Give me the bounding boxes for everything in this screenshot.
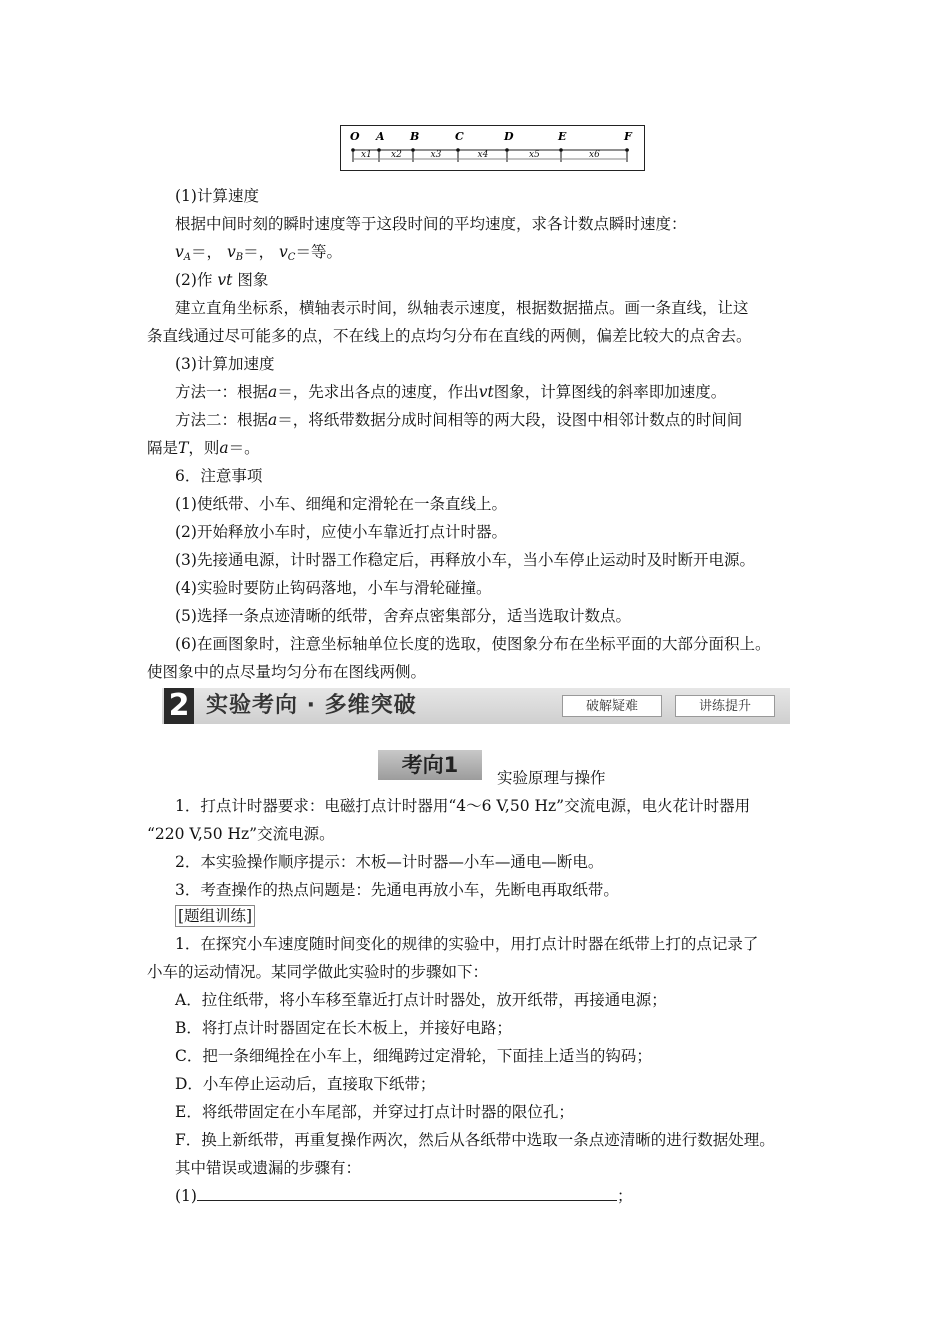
tape-segment-label: x4	[477, 150, 489, 160]
tape-point-label: D	[504, 130, 514, 143]
section-title: 实验考向 · 多维突破	[206, 693, 417, 718]
m1-var2: vt	[478, 383, 494, 401]
vt-graph-heading	[175, 270, 268, 290]
m2-var: a	[268, 411, 278, 429]
m2l2-var: T	[178, 439, 189, 457]
tape-point-label: O	[350, 130, 360, 143]
kaoxiang-label-box	[378, 750, 482, 780]
step-e: E．将纸带固定在小车尾部，并穿过打点计时器的限位孔；	[175, 1103, 574, 1121]
var-v: v	[279, 243, 288, 261]
accel-method-2	[175, 410, 742, 430]
step-d: D．小车停止运动后，直接取下纸带；	[175, 1075, 436, 1093]
tape-segment-label: x6	[589, 150, 600, 160]
notes-tail: 使图象中的点尽量均匀分布在图线两侧。	[147, 663, 427, 681]
vt-heading-post: 图象	[237, 271, 269, 289]
training-tag: [题组训练]	[175, 905, 255, 927]
calc-speed-text: 根据中间时刻的瞬时速度等于这段时间的平均速度，求各计数点瞬时速度：	[175, 215, 687, 233]
step-c: C．把一条细绳拴在小车上，细绳跨过定滑轮，下面挂上适当的钩码；	[175, 1047, 652, 1065]
answer-blank[interactable]	[197, 1186, 617, 1201]
note-item: (2)开始释放小车时，应使小车靠近打点计时器。	[175, 523, 507, 541]
answer-blank-row	[175, 1186, 632, 1206]
vt-heading-pre: (2)作	[175, 271, 213, 289]
tape-segment-label: x2	[391, 150, 402, 160]
notes-heading: 6．注意事项	[175, 467, 263, 485]
point-3: 3．考查操作的热点问题是：先通电再放小车，先断电再取纸带。	[175, 881, 619, 899]
var-v: v	[175, 243, 184, 261]
note-item: (5)选择一条点迹清晰的纸带，舍弃点密集部分，适当选取计数点。	[175, 607, 631, 625]
tape-point-label: E	[558, 130, 567, 143]
var-v: v	[226, 243, 236, 261]
calc-speed-formula	[175, 242, 342, 268]
m2l2-post: ＝。	[228, 439, 260, 457]
formula-sep: ＝，	[191, 243, 223, 261]
kaoxiang-label: 考向1	[401, 753, 459, 777]
question-1-line-1: 1．在探究小车速度随时间变化的规律的实验中，用打点计时器在纸带上打的点记录了	[175, 935, 759, 953]
vt-graph-text-1: 建立直角坐标系，横轴表示时间，纵轴表示速度，根据数据描点。画一条直线，让这	[175, 299, 749, 317]
m2l2-var2: a	[219, 439, 229, 457]
m2l2-mid: ，则	[188, 439, 220, 457]
vt-graph-text-2: 条直线通过尽可能多的点，不在线上的点均匀分布在直线的两侧，偏差比较大的点舍去。	[147, 327, 752, 345]
note-item: (4)实验时要防止钩码落地，小车与滑轮碰撞。	[175, 579, 492, 597]
point-1-line-1: 1．打点计时器要求：电磁打点计时器用“4～6 V,50 Hz”交流电源，电火花计时器用	[175, 797, 751, 815]
tape-point-label: A	[376, 130, 385, 143]
answer-prompt: 其中错误或遗漏的步骤有：	[175, 1159, 362, 1177]
calc-accel-heading: (3)计算加速度	[175, 355, 275, 373]
tape-segment-label: x5	[529, 150, 540, 160]
calc-speed-heading: (1)计算速度	[175, 187, 259, 205]
accel-method-1	[175, 382, 726, 402]
answer-blank-label: (1)	[175, 1187, 197, 1205]
m1-var: a	[268, 383, 278, 401]
m1-pre: 方法一：根据	[175, 383, 269, 401]
step-a: A．拉住纸带，将小车移至靠近打点计时器处，放开纸带，再接通电源；	[175, 991, 667, 1009]
step-f: F．换上新纸带，再重复操作两次，然后从各纸带中选取一条点迹清晰的进行数据处理。	[175, 1131, 775, 1149]
point-2: 2．本实验操作顺序提示：木板—计时器—小车—通电—断电。	[175, 853, 604, 871]
note-item: (1)使纸带、小车、细绳和定滑轮在一条直线上。	[175, 495, 507, 513]
answer-blank-end: ；	[616, 1187, 633, 1205]
point-1-line-2: “220 V,50 Hz”交流电源。	[147, 825, 335, 843]
kaoxiang-subtitle: 实验原理与操作	[497, 769, 606, 787]
formula-sep: ＝等。	[295, 243, 342, 261]
step-b: B．将打点计时器固定在长木板上，并接好电路；	[175, 1019, 512, 1037]
m2-post: ＝，将纸带数据分成时间相等的两大段，设图中相邻计数点的时间间	[277, 411, 743, 429]
sub-c: C	[287, 252, 296, 263]
ticker-tape-diagram	[340, 125, 645, 171]
formula-sep: ＝，	[243, 243, 275, 261]
tape-point-label: C	[455, 130, 464, 143]
tape-point-label: B	[410, 130, 420, 143]
difficulty-button[interactable]: 破解疑难	[562, 695, 662, 717]
m1-post: 图象，计算图线的斜率即加速度。	[493, 383, 727, 401]
note-item: (6)在画图象时，注意坐标轴单位长度的选取，使图象分布在坐标平面的大部分面积上。	[175, 635, 771, 653]
note-item: (3)先接通电源，计时器工作稳定后，再释放小车，当小车停止运动时及时断开电源。	[175, 551, 755, 569]
m2l2-pre: 隔是	[147, 439, 179, 457]
section-banner	[162, 688, 790, 724]
question-1-line-2: 小车的运动情况。某同学做此实验时的步骤如下：	[147, 963, 489, 981]
accel-method-2-line-2	[147, 438, 260, 458]
practice-button[interactable]: 讲练提升	[675, 695, 775, 717]
ticker-tape-svg	[341, 126, 643, 169]
sub-b: B	[235, 252, 244, 263]
tape-point-label: F	[624, 130, 632, 143]
sub-a: A	[183, 252, 191, 263]
section-number: 2	[164, 688, 194, 724]
m2-pre: 方法二：根据	[175, 411, 269, 429]
tape-segment-label: x1	[361, 150, 372, 160]
tape-segment-label: x3	[430, 150, 442, 160]
m1-mid: ＝，先求出各点的速度，作出	[277, 383, 479, 401]
vt-heading-var: vt	[217, 271, 233, 289]
